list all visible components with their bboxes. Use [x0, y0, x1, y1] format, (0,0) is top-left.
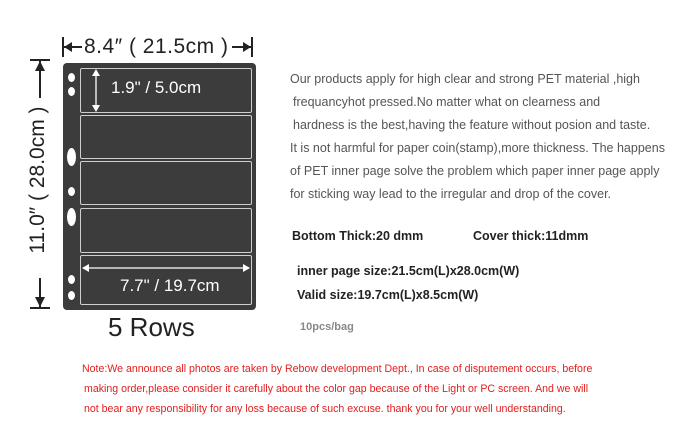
punch-hole [67, 208, 76, 226]
cover-thick-spec: Cover thick:11dmm [473, 229, 589, 243]
product-description [290, 68, 690, 206]
pocket-3 [80, 161, 252, 205]
rows-label: 5 Rows [108, 312, 195, 342]
height-label: 11.0″ ( 28.0cm ) [26, 106, 49, 254]
disclaimer-note [82, 359, 682, 419]
pocket-height-label: 1.9" / 5.0cm [111, 78, 202, 97]
sheet-illustration [63, 63, 256, 310]
description-line: hardness is the best,having the feature without posion and taste. [293, 118, 651, 132]
pocket-width-label: 7.7" / 19.7cm [120, 276, 220, 295]
description-line: of PET inner page solve the problem which paper inner page apply [290, 164, 660, 178]
punch-hole [68, 291, 75, 300]
inner-size-spec: inner page size:21.5cm(L)x28.0cm(W) [297, 264, 520, 278]
pocket-height-arrow-icon [89, 68, 103, 114]
pocket-2 [80, 115, 252, 159]
pocket-width-arrow-icon [81, 261, 251, 275]
note-line: not bear any responsibility for any loss because of such excuse. thank you for your well understanding. [84, 403, 566, 415]
description-line: frequancyhot pressed.No matter what on clearness and [293, 95, 601, 109]
note-line: making order,please consider it carefully about the color gap because of the Light or PC screen. And we will [84, 383, 589, 395]
punch-hole [68, 187, 75, 196]
description-line: for sticking way lead to the irregular and drop of the cover. [290, 187, 612, 201]
punch-hole [68, 275, 75, 284]
punch-hole [68, 73, 75, 82]
width-dimension [60, 34, 255, 60]
punch-hole [67, 148, 76, 166]
description-line: It is not harmful for paper coin(stamp),more thickness. The happens [290, 141, 665, 155]
description-line: Our products apply for high clear and strong PET material ,high [290, 72, 640, 86]
punch-hole [68, 87, 75, 96]
pocket-4 [80, 208, 252, 253]
width-label: 8.4″ ( 21.5cm ) [84, 35, 229, 58]
note-line: Note:We announce all photos are taken by Rebow development Dept., In case of disputement occurs, before [82, 363, 593, 375]
valid-size-spec: Valid size:19.7cm(L)x8.5cm(W) [297, 288, 479, 302]
bottom-thick-spec: Bottom Thick:20 dmm [292, 229, 424, 243]
quantity-label: 10pcs/bag [300, 321, 354, 333]
